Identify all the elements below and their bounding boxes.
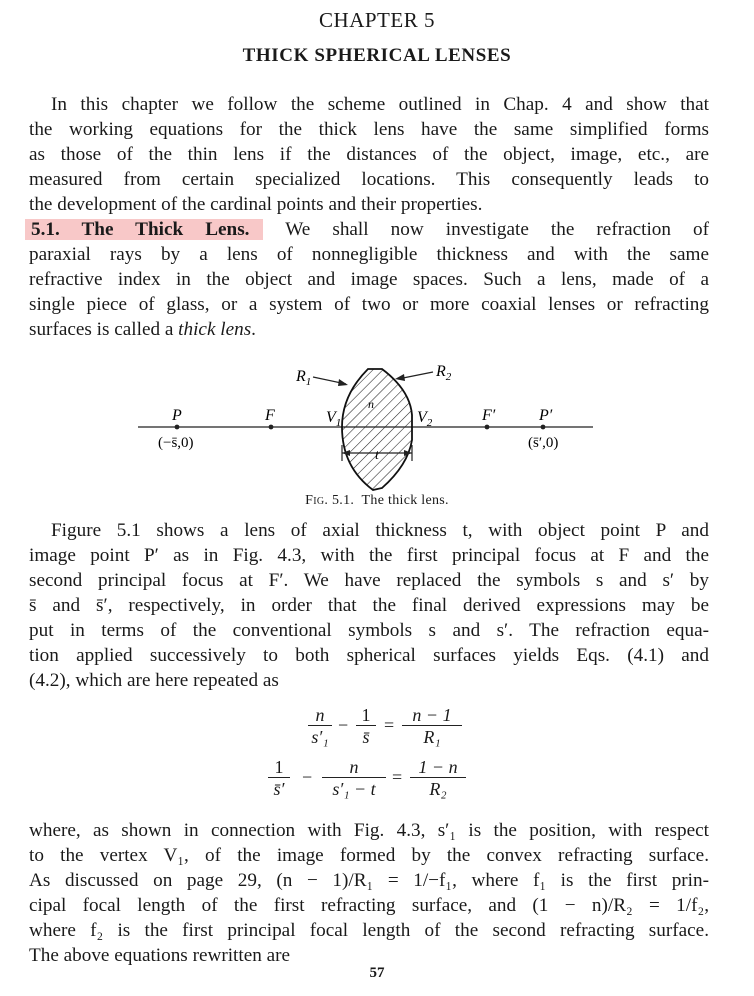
point-P-prime xyxy=(541,425,546,430)
eq2-minus: − xyxy=(302,767,313,787)
figure-caption xyxy=(0,493,754,509)
text-line: (4.2), which are here repeated as xyxy=(29,670,279,691)
section-paragraph xyxy=(29,217,709,342)
eq2-term1: $\frac{1}{s̄'}$ xyxy=(268,757,290,800)
label-R2: $R_2$ xyxy=(436,363,452,383)
eq1-equals: = xyxy=(384,715,395,735)
text-line: The above equations rewritten are xyxy=(29,945,291,966)
point-F-prime xyxy=(485,425,490,430)
lens-diagram xyxy=(130,355,610,495)
text-line: single piece of glass, or a system of two or more coaxial lenses or refracting xyxy=(29,294,709,315)
lens-shape xyxy=(342,369,412,490)
text-line: measured from certain specialized locations. This consequently leads to xyxy=(29,169,709,190)
r1-arrowhead xyxy=(338,379,348,386)
text-line xyxy=(29,217,709,242)
section-heading-highlighted[interactable]: 5.1. The Thick Lens. xyxy=(25,219,263,240)
label-V1: $V_1$ xyxy=(326,409,342,429)
section-first-line-text: We shall now investigate the refraction of xyxy=(285,219,710,240)
chapter-title: THICK SPHERICAL LENSES xyxy=(242,45,512,66)
text-line: to the vertex V₁, of the image formed by the convex refracting surface. xyxy=(29,845,709,866)
text-span: surfaces is called a xyxy=(29,319,179,340)
label-P: P xyxy=(172,407,182,424)
label-P-coord: (−s̄,0) xyxy=(158,435,194,451)
body-paragraph-1 xyxy=(29,518,709,693)
eq2-equals: = xyxy=(392,767,403,787)
text-line: As discussed on page 29, (n − 1)/R₁ = 1/−f₁, where f₁ is the first prin- xyxy=(29,870,709,891)
text-line: s̄ and s̄′, respectively, in order that the final derived expressions may be xyxy=(29,595,709,616)
r2-arrowhead xyxy=(395,374,405,381)
eq2-term2: $\frac{n}{\text{s′₁ − t}}$ xyxy=(322,757,386,800)
text-line: tion applied successively to both spherical surfaces yields Eqs. (4.1) and xyxy=(29,645,709,666)
text-line: where f₂ is the first principal focal length of the second refracting surface. xyxy=(29,920,709,941)
label-n: n xyxy=(368,397,374,411)
text-line: In this chapter we follow the scheme outlined in Chap. 4 and show that xyxy=(51,94,709,115)
text-line: where, as shown in connection with Fig. 4.3, s′₁ is the position, with respect xyxy=(29,820,709,841)
figure-thick-lens xyxy=(130,355,610,515)
eq1-term2: $\frac{1}{s̄}$ xyxy=(356,705,376,748)
caption-label: Fig. 5.1. xyxy=(305,493,355,508)
equation-block xyxy=(268,705,488,810)
term-thick-lens: thick lens xyxy=(178,319,252,340)
label-V2: $V_2$ xyxy=(417,409,433,429)
text-span: . xyxy=(251,319,256,340)
text-line: the working equations for the thick lens have the same simplified forms xyxy=(29,119,709,140)
label-P-prime-coord: (s̄′,0) xyxy=(528,435,559,451)
text-line: Figure 5.1 shows a lens of axial thickness t, with object point P and xyxy=(51,520,709,541)
text-line: refractive index in the object and image spaces. Such a lens, made of a xyxy=(29,269,709,290)
text-line: second principal focus at F′. We have replaced the symbols s and s′ by xyxy=(29,570,709,591)
label-R1: $R_1$ xyxy=(296,368,312,388)
caption-text: The thick lens. xyxy=(361,493,449,508)
text-line: put in terms of the conventional symbols s and s′. The refraction equa- xyxy=(29,620,709,641)
label-t: t xyxy=(375,448,379,463)
body-paragraph-2 xyxy=(29,818,709,968)
text-line: as those of the thin lens if the distances of the object, image, etc., are xyxy=(29,144,709,165)
point-P xyxy=(175,425,180,430)
intro-paragraph xyxy=(29,92,709,217)
page-number: 57 xyxy=(369,965,385,981)
label-F-prime: F′ xyxy=(482,407,496,424)
text-line: paraxial rays by a lens of nonnegligible thickness and with the same xyxy=(29,244,709,265)
eq1-term1: $\frac{n}{\text{s′₁}}$ xyxy=(308,705,332,748)
label-F: F xyxy=(265,407,275,424)
label-P-prime: P′ xyxy=(539,407,553,424)
chapter-number: CHAPTER 5 xyxy=(319,8,435,32)
eq1-minus: − xyxy=(338,715,349,735)
eq1-rhs: $\frac{n - 1}{\text{R₁}}$ xyxy=(402,705,462,748)
text-line: the development of the cardinal points and their properties. xyxy=(29,194,483,215)
eq2-rhs: $\frac{1 - n}{\text{R₂}}$ xyxy=(410,757,466,800)
text-line: cipal focal length of the first refracting surface, and (1 − n)/R₂ = 1/f₂, xyxy=(29,895,709,916)
point-F xyxy=(269,425,274,430)
text-line: image point P′ as in Fig. 4.3, with the first principal focus at F and the xyxy=(29,545,709,566)
text-line xyxy=(29,317,709,342)
